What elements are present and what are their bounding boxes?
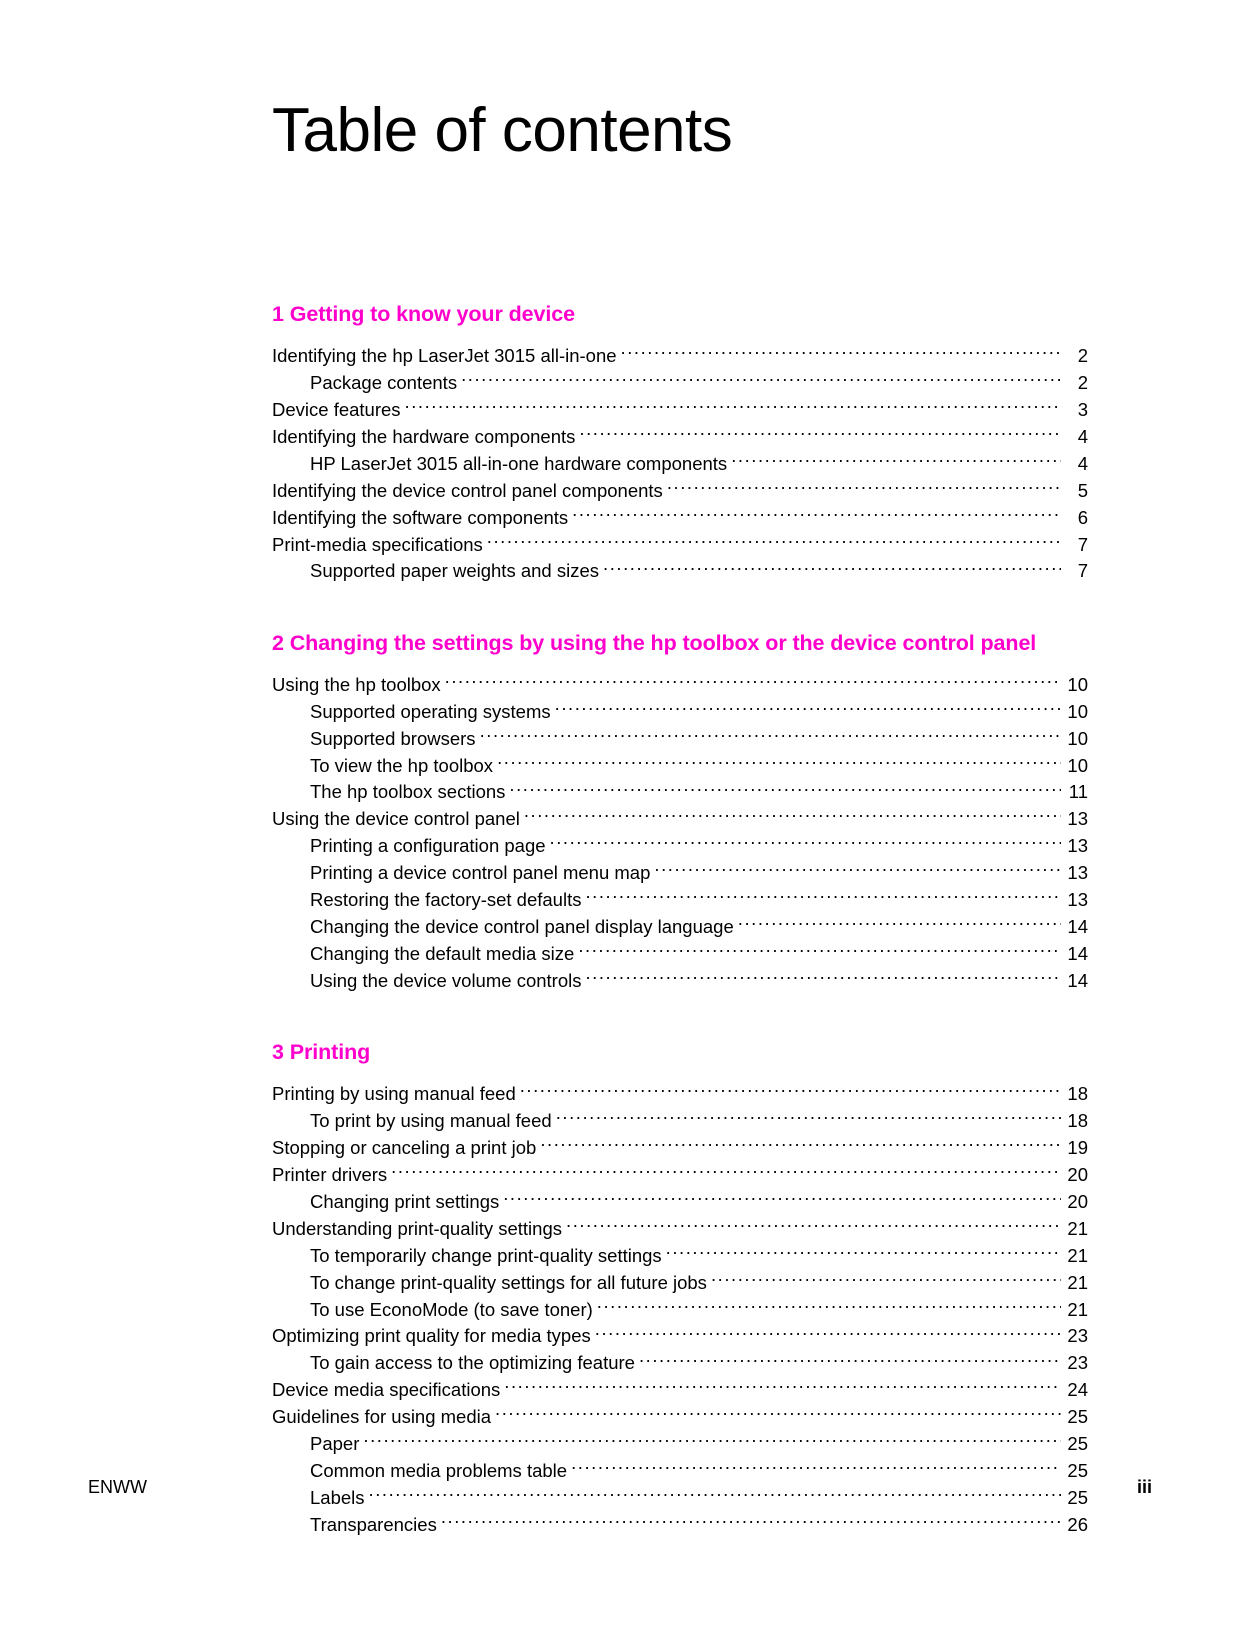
dot-leader (445, 672, 1061, 691)
dot-leader (572, 505, 1061, 524)
toc-entry-label: To temporarily change print-quality settings (310, 1244, 662, 1266)
toc-entry-page-number: 18 (1067, 1110, 1088, 1132)
toc-entry-label: Printing a configuration page (310, 835, 546, 857)
toc-entry[interactable] (272, 1161, 1088, 1188)
toc-entry-label: To change print-quality settings for all future jobs (310, 1271, 707, 1293)
toc-entry-page-number: 11 (1068, 781, 1088, 803)
toc-entry-label: Print-media specifications (272, 533, 483, 555)
dot-leader (550, 834, 1061, 853)
toc-entry-page-number: 2 (1077, 345, 1088, 367)
toc-entry-page-number: 10 (1067, 754, 1088, 776)
toc-chapter (272, 629, 1088, 994)
toc-entry-label: To view the hp toolbox (310, 754, 494, 776)
toc-entry[interactable] (272, 671, 1088, 698)
dot-leader (603, 559, 1061, 578)
toc-entry-page-number: 13 (1067, 808, 1088, 830)
toc-entry-label: Changing the default media size (310, 942, 575, 964)
dot-leader (540, 1136, 1061, 1155)
dot-leader (571, 1459, 1061, 1478)
toc-entry[interactable] (272, 1242, 1088, 1269)
footer-page-number: iii (1136, 1477, 1152, 1497)
dot-leader (555, 699, 1061, 718)
toc-entry[interactable] (272, 1080, 1088, 1107)
toc-entry-label: Device features (272, 398, 401, 420)
toc-entry-page-number: 25 (1067, 1487, 1088, 1508)
toc-entry[interactable] (272, 1188, 1088, 1215)
toc-entry[interactable] (272, 477, 1088, 504)
dot-leader (497, 753, 1061, 772)
toc-entry-page-number: 10 (1067, 700, 1088, 722)
toc-entry-label: Using the hp toolbox (272, 673, 441, 695)
toc-entry[interactable] (272, 1404, 1088, 1431)
toc-entry-label: Identifying the software components (272, 506, 569, 528)
toc-entry-label: Changing print settings (310, 1190, 500, 1212)
dot-leader (597, 1297, 1061, 1316)
toc-entry-label: Identifying the hardware components (272, 425, 576, 447)
toc-entry-label: Using the device volume controls (310, 969, 582, 991)
toc-entry-page-number: 10 (1067, 727, 1088, 749)
toc-entry[interactable] (272, 369, 1088, 396)
toc-entry-label: Optimizing print quality for media types (272, 1325, 591, 1347)
dot-leader (711, 1270, 1061, 1289)
toc-entry[interactable] (272, 1430, 1088, 1457)
toc-entry-label: Using the device control panel (272, 808, 520, 830)
toc-entry[interactable] (272, 967, 1088, 994)
toc-entry[interactable] (272, 558, 1088, 585)
toc-entry-label: To use EconoMode (to save toner) (310, 1298, 593, 1320)
dot-leader (480, 726, 1061, 745)
toc-entry[interactable] (272, 940, 1088, 967)
dot-leader (667, 478, 1061, 497)
toc-entry-label: Device media specifications (272, 1379, 501, 1401)
toc-entry-label: The hp toolbox sections (310, 781, 506, 803)
toc-chapter-title[interactable]: 3 Printing (272, 1040, 371, 1065)
toc-entry-page-number: 14 (1067, 942, 1088, 964)
toc-entry-page-number: 26 (1067, 1513, 1088, 1535)
toc-entry-label: Printer drivers (272, 1163, 388, 1185)
toc-entry[interactable] (272, 504, 1088, 531)
toc-entry-page-number: 25 (1067, 1433, 1088, 1455)
toc-entry-label: Printing by using manual feed (272, 1083, 516, 1105)
toc-entry[interactable] (272, 698, 1088, 725)
dot-leader (566, 1216, 1061, 1235)
toc-entry-page-number: 4 (1077, 425, 1088, 447)
toc-entry[interactable] (272, 450, 1088, 477)
toc-entry-page-number: 23 (1067, 1325, 1088, 1347)
toc-entry-label: Paper (310, 1433, 360, 1455)
toc-entry-page-number: 6 (1077, 506, 1088, 528)
toc-entry-page-number: 10 (1067, 673, 1088, 695)
toc-entry-page-number: 25 (1067, 1460, 1088, 1482)
toc-entry-label: Package contents (310, 371, 458, 393)
dot-leader (441, 1512, 1061, 1531)
dot-leader (738, 915, 1061, 934)
toc-entry-label: Common media problems table (310, 1460, 568, 1482)
dot-leader (363, 1432, 1061, 1451)
toc-chapter-title[interactable]: 1 Getting to know your device (272, 302, 575, 326)
toc-entry-label: Guidelines for using media (272, 1406, 492, 1428)
dot-leader (654, 861, 1061, 880)
toc-entry-page-number: 13 (1067, 862, 1088, 884)
dot-leader (504, 1378, 1061, 1397)
dot-leader (509, 780, 1061, 799)
toc-entry-label: HP LaserJet 3015 all-in-one hardware components (310, 452, 728, 474)
toc-entry[interactable] (272, 1377, 1088, 1404)
toc-entry-page-number: 21 (1067, 1298, 1088, 1320)
toc-entry[interactable] (272, 1269, 1088, 1296)
toc-entry-page-number: 13 (1067, 889, 1088, 911)
toc-entry-label: Supported paper weights and sizes (310, 560, 599, 582)
dot-leader (520, 1082, 1061, 1101)
toc-entry-page-number: 5 (1077, 479, 1088, 501)
toc-entry-label: Supported operating systems (310, 700, 551, 722)
dot-leader (524, 807, 1061, 826)
toc-entry[interactable] (272, 423, 1088, 450)
toc-entry[interactable] (272, 1107, 1088, 1134)
toc-entry-page-number: 20 (1067, 1163, 1088, 1185)
dot-leader (461, 370, 1061, 389)
dot-leader (621, 344, 1061, 363)
toc-entry-page-number: 3 (1077, 398, 1088, 420)
toc-entry[interactable] (272, 1296, 1088, 1323)
toc-entry-label: Stopping or canceling a print job (272, 1137, 537, 1159)
toc-entry[interactable] (272, 886, 1088, 913)
toc-entry-page-number: 21 (1067, 1244, 1088, 1266)
dot-leader (495, 1405, 1061, 1424)
toc-entry[interactable] (272, 396, 1088, 423)
dot-leader (639, 1351, 1061, 1370)
toc-entry-label: Understanding print-quality settings (272, 1217, 562, 1239)
dot-leader (585, 888, 1061, 907)
page-title: Table of contents (272, 95, 733, 165)
dot-leader (595, 1324, 1061, 1343)
toc-entry[interactable] (272, 531, 1088, 558)
dot-leader (579, 424, 1061, 443)
toc-entry-label: Transparencies (310, 1513, 437, 1535)
toc-entry-page-number: 4 (1077, 452, 1088, 474)
toc-entry[interactable] (272, 725, 1088, 752)
toc-entry-page-number: 7 (1077, 560, 1088, 582)
dot-leader (391, 1162, 1061, 1181)
toc-entry-label: Identifying the device control panel components (272, 479, 663, 501)
toc-entry-label: Labels (310, 1487, 365, 1508)
toc-entry[interactable] (272, 860, 1088, 887)
toc-entry[interactable] (272, 1511, 1088, 1538)
toc-entry-label: Restoring the factory-set defaults (310, 889, 582, 911)
dot-leader (487, 532, 1061, 551)
toc-entry-page-number: 18 (1067, 1083, 1088, 1105)
toc-entry-page-number: 14 (1067, 916, 1088, 938)
toc-entry-label: Identifying the hp LaserJet 3015 all-in-one (272, 345, 617, 367)
dot-leader (556, 1109, 1061, 1128)
toc-entry[interactable] (272, 1323, 1088, 1350)
toc-entry[interactable] (272, 1350, 1088, 1377)
dot-leader (578, 941, 1061, 960)
toc-entry-page-number: 21 (1067, 1217, 1088, 1239)
dot-leader (585, 968, 1061, 987)
toc-entry[interactable] (272, 833, 1088, 860)
toc-entry-page-number: 20 (1067, 1190, 1088, 1212)
toc-entry-label: To gain access to the optimizing feature (310, 1352, 635, 1374)
toc-entry-page-number: 19 (1067, 1137, 1088, 1159)
dot-leader (503, 1189, 1061, 1208)
toc-entry[interactable] (272, 913, 1088, 940)
toc-entry-page-number: 13 (1067, 835, 1088, 857)
toc-entry-page-number: 25 (1067, 1406, 1088, 1428)
toc-entry-page-number: 23 (1067, 1352, 1088, 1374)
toc-chapter (272, 1038, 1088, 1538)
toc-entry[interactable] (272, 1134, 1088, 1161)
footer-language-code: ENWW (88, 1477, 147, 1497)
toc-entry-label: Supported browsers (310, 727, 476, 749)
dot-leader (731, 451, 1061, 470)
toc-entry-page-number: 21 (1067, 1271, 1088, 1293)
toc-entry-page-number: 2 (1077, 371, 1088, 393)
toc-entry[interactable] (272, 1215, 1088, 1242)
toc-chapter-title[interactable]: 2 Changing the settings by using the hp toolbox or the device control panel (272, 630, 1037, 655)
toc-entry-label: Printing a device control panel menu map (310, 862, 651, 884)
toc-entry[interactable] (272, 806, 1088, 833)
toc-chapter (272, 300, 1088, 585)
toc-entry-label: To print by using manual feed (310, 1110, 552, 1132)
toc-entry-page-number: 24 (1067, 1379, 1088, 1401)
toc-entry-page-number: 7 (1077, 533, 1088, 555)
dot-leader (666, 1243, 1061, 1262)
toc-entry[interactable] (272, 779, 1088, 806)
page-footer (88, 1477, 1152, 1498)
table-of-contents (272, 300, 1088, 1538)
toc-entry[interactable] (272, 342, 1088, 369)
toc-entry[interactable] (272, 752, 1088, 779)
toc-entry-page-number: 14 (1067, 969, 1088, 991)
toc-entry-label: Changing the device control panel display language (310, 916, 734, 938)
dot-leader (405, 397, 1061, 416)
